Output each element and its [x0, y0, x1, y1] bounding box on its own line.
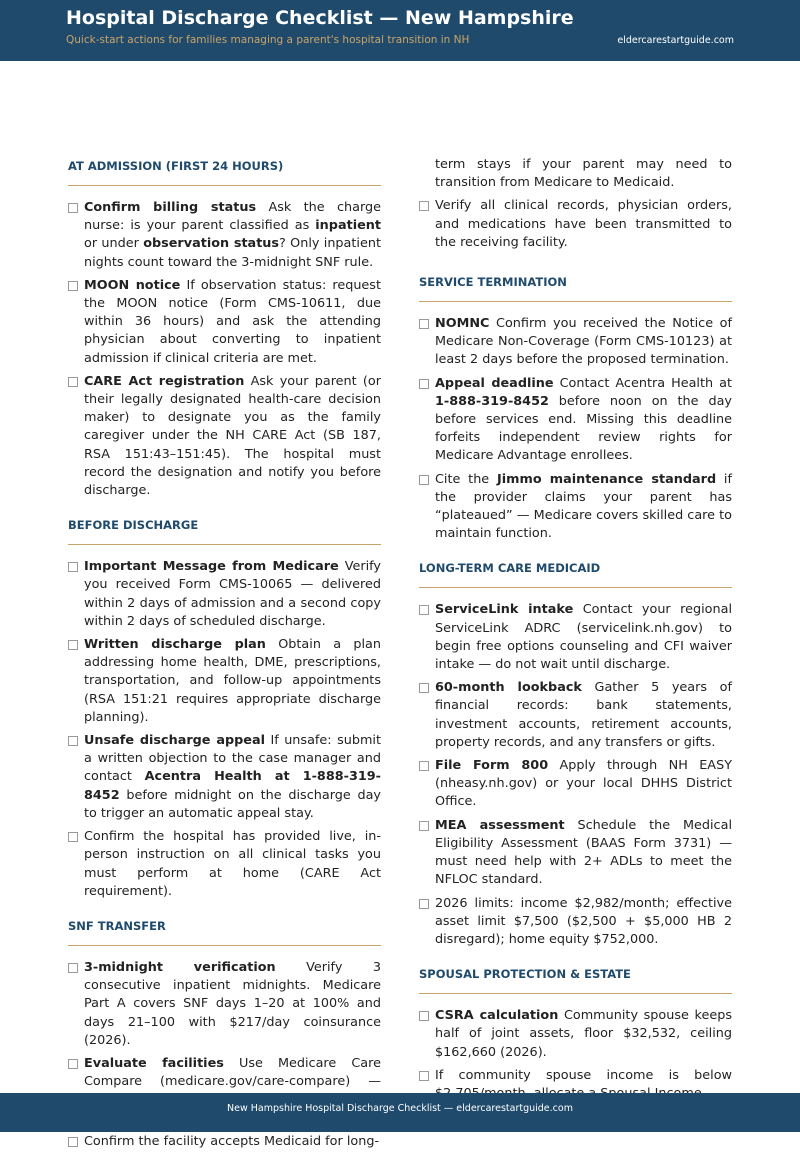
item-text: Verify all clinical records, physician orders, and medications have been transmitted to the receiving facility. — [435, 198, 732, 250]
section-divider — [68, 945, 381, 946]
item-text: Confirm the facility accepts Medicaid for long- — [84, 1133, 380, 1149]
checklist-item — [68, 277, 381, 368]
checklist-item — [419, 1007, 732, 1062]
section-divider — [419, 587, 732, 588]
checkbox[interactable] — [419, 1011, 429, 1021]
checkbox[interactable] — [419, 761, 429, 771]
item-text: Community spouse keeps half of joint assets, floor $32,532, ceiling $162,660 (2026). — [435, 1008, 733, 1060]
section-divider — [419, 993, 732, 994]
item-text: Verify you received Form CMS-10065 — delivered within 2 days of admission and a second copy within 2 days of scheduled discharge. — [84, 559, 381, 629]
item-text: 2026 limits: income $2,982/month; effective asset limit $7,500 ($2,500 + $5,000 HB 2 disregard); home equity $752,000. — [435, 895, 732, 947]
section-before-discharge — [68, 515, 381, 901]
page-subtitle: Quick-start actions for families managing a parent's hospital transition in NH — [66, 34, 470, 46]
section-divider — [68, 185, 381, 186]
checkbox[interactable] — [419, 821, 429, 831]
right-column — [419, 156, 732, 1118]
checklist-item — [419, 895, 732, 950]
checkbox[interactable] — [419, 1071, 429, 1081]
checklist-item — [419, 679, 732, 752]
item-text: Gather 5 years of financial records: bank statements, investment accounts, retirement accounts, property records, and any transfers or gifts. — [435, 680, 732, 750]
checkbox[interactable] — [68, 640, 78, 650]
section-title: BEFORE DISCHARGE — [68, 518, 199, 533]
checkbox[interactable] — [68, 281, 78, 291]
item-text: Contact your regional ServiceLink ADRC (servicelink.nh.gov) to begin free options counseling and CFI waiver intake — do not wait until discharge. — [435, 602, 732, 673]
checkbox[interactable] — [68, 562, 78, 572]
checklist-item — [419, 757, 732, 812]
section-divider — [68, 544, 381, 545]
checkbox[interactable] — [419, 319, 429, 329]
checkbox[interactable] — [419, 201, 429, 211]
checklist-item — [419, 601, 732, 674]
item-text: Verify 3 consecutive inpatient midnights. Medicare Part A covers SNF days 1–20 at 100% and days 21–100 with $217/day coinsurance (2026). — [84, 959, 381, 1048]
section-service-termination — [419, 272, 732, 543]
checkbox[interactable] — [68, 832, 78, 842]
checkbox[interactable] — [419, 683, 429, 693]
checklist-item — [68, 828, 381, 901]
item-text: Confirm you received the Notice of Medicare Non-Coverage (Form CMS-10123) at least 2 days before the proposed termination. — [435, 316, 732, 368]
section-at-admission — [68, 156, 381, 500]
item-text: before noon on the day before services end. Missing this deadline forfeits independent review rights for Medicare Advantage enrollees. — [435, 393, 732, 464]
item-label: MEA assessment — [435, 817, 565, 833]
section-title: SNF TRANSFER — [68, 918, 166, 933]
left-column — [68, 156, 381, 1166]
section-title: LONG-TERM CARE MEDICAID — [419, 561, 601, 576]
item-text: Apply through NH EASY (nheasy.nh.gov) or your local DHHS District Office. — [435, 758, 733, 810]
item-emphasis: 1-888-319-8452 — [435, 393, 549, 409]
item-emphasis: Jimmo maintenance standard — [497, 471, 717, 487]
checkbox[interactable] — [419, 605, 429, 615]
item-label: 3-midnight verification — [84, 959, 276, 975]
item-text: before midnight on the discharge day to trigger an automatic appeal stay. — [84, 787, 381, 821]
page-header — [0, 0, 800, 61]
checklist-item — [68, 373, 381, 500]
item-label: Appeal deadline — [435, 375, 554, 391]
checkbox[interactable] — [68, 736, 78, 746]
item-text: If unsafe: submit a written objection to the case manager and contact — [84, 733, 382, 785]
section-title: SERVICE TERMINATION — [419, 275, 567, 290]
item-label: File Form 800 — [435, 758, 549, 774]
checklist-item — [68, 959, 381, 1050]
item-emphasis: inpatient — [315, 218, 381, 234]
item-label: Important Message from Medicare — [84, 559, 339, 575]
checkbox[interactable] — [68, 963, 78, 973]
section-title: SPOUSAL PROTECTION & ESTATE — [419, 967, 631, 982]
item-label: Unsafe discharge appeal — [84, 733, 265, 749]
section-long-term-care-medicaid — [419, 558, 732, 949]
item-continuation: term stays if your parent may need to transition from Medicare to Medicaid. — [435, 157, 732, 191]
checkbox[interactable] — [68, 203, 78, 213]
item-text: Use Medicare Care Compare (medicare.gov/care-compare) — — [84, 1055, 381, 1090]
checklist-item — [68, 1133, 381, 1151]
checkbox[interactable] — [419, 379, 429, 389]
checklist-item — [419, 375, 732, 466]
checklist-item — [68, 732, 381, 823]
checkbox[interactable] — [68, 1137, 78, 1147]
checkbox[interactable] — [68, 377, 78, 387]
item-text: If community spouse income is below — [435, 1067, 732, 1083]
item-label: 60-month lookback — [435, 680, 582, 696]
section-title: AT ADMISSION (FIRST 24 HOURS) — [68, 159, 284, 173]
checkbox[interactable] — [419, 475, 429, 485]
item-text: or under — [84, 236, 144, 252]
item-text: Contact Acentra Health at — [553, 375, 733, 391]
page-footer — [0, 1093, 800, 1132]
item-text: Schedule the Medical Eligibility Assessment (BAAS Form 3731) — must need help with 2+ ADLs to meet the NFLOC standard. — [435, 817, 732, 888]
item-text: Cite the — [435, 471, 497, 487]
checkbox[interactable] — [68, 1059, 78, 1069]
item-emphasis: observation status — [143, 236, 280, 252]
item-text: Confirm the hospital has provided live, in-person instruction on all clinical tasks you must perform at home (CARE Act requirement). — [84, 829, 381, 899]
item-text: If observation status: request the MOON notice (Form CMS-10611, due within 36 hours) and ask the attending physician about converting to inpatient admission if clinical criteria are met. — [84, 277, 381, 366]
section-spousal-protection — [419, 964, 732, 1103]
checklist-item — [419, 197, 732, 252]
item-text: Obtain a plan addressing home health, DME, prescriptions, transportation, and follow-up appointments (RSA 151:21 requires appropriate discharge planning). — [84, 637, 381, 725]
footer-text: New Hampshire Hospital Discharge Checklist — eldercarestartguide.com — [227, 1103, 573, 1114]
section-divider — [419, 301, 732, 302]
item-text: ? Only inpatient nights count toward the 3-midnight SNF rule. — [84, 236, 381, 270]
item-label: ServiceLink intake — [435, 602, 574, 618]
item-label: CARE Act registration — [84, 373, 245, 389]
site-url: eldercarestartguide.com — [617, 35, 734, 46]
page-title: Hospital Discharge Checklist — New Hampshire — [66, 7, 574, 29]
item-text: Ask the charge nurse: is your parent classified as — [84, 200, 381, 234]
item-text: Ask your parent (or their legally designated health-care decision maker) to designate you as the family caregiver under the NH CARE Act (SB 187, RSA 151:43–151:45). The hospital must record the designation and notify you before discharge. — [84, 373, 381, 499]
checklist-item — [419, 817, 732, 890]
item-label: CSRA calculation — [435, 1008, 559, 1024]
checklist-item — [419, 315, 732, 370]
item-label: MOON notice — [84, 277, 181, 293]
item-text: if the provider claims your parent has “plateaued” — Medicare covers skilled care to maintain function. — [435, 471, 732, 542]
item-emphasis: Acentra Health at 1-888-319-8452 — [84, 769, 381, 803]
checklist-item — [68, 199, 381, 272]
checklist-item — [68, 636, 381, 727]
item-label: NOMNC — [435, 316, 490, 332]
item-label: Written discharge plan — [84, 637, 266, 653]
item-label: Evaluate facilities — [84, 1055, 224, 1071]
checklist-item — [419, 471, 732, 544]
checkbox[interactable] — [419, 899, 429, 909]
checklist-item — [68, 558, 381, 631]
item-label: Confirm billing status — [84, 200, 257, 215]
